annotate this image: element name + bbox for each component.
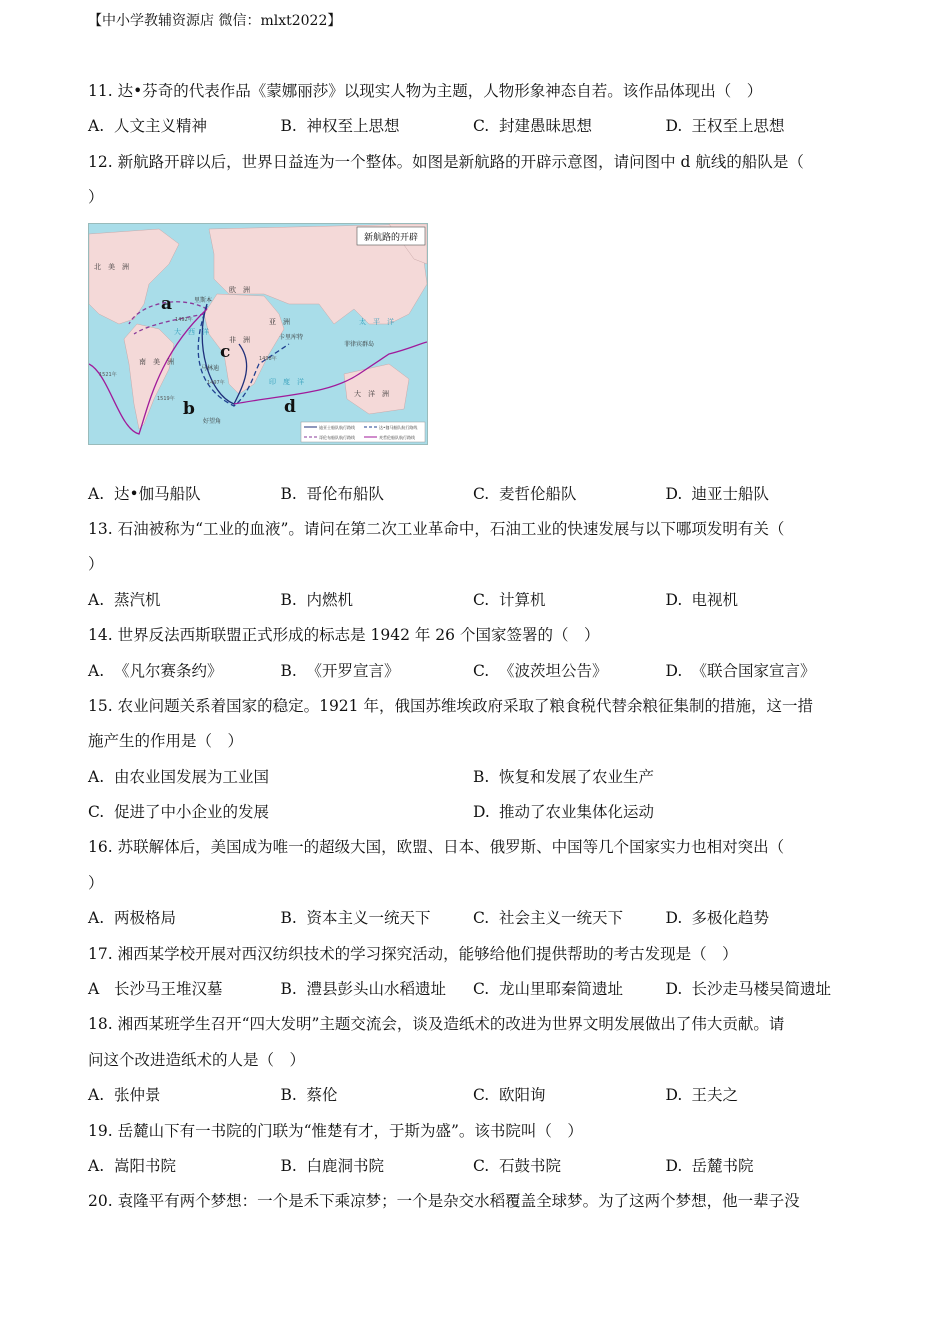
option-text: 计算机	[499, 590, 546, 609]
option-text: 神权至上思想	[306, 117, 400, 136]
option-text: 迪亚士船队	[691, 484, 770, 503]
option-text: 蔡伦	[306, 1086, 338, 1105]
answer-option[interactable]	[666, 1078, 859, 1113]
question	[88, 74, 858, 145]
option-text: 蒸汽机	[114, 590, 161, 609]
option-text: 哥伦布船队	[306, 484, 385, 503]
answer-option[interactable]	[281, 477, 474, 512]
question-stem-line: 问这个改进造纸术的人是（ ）	[88, 1050, 306, 1069]
option-text: 长沙马王堆汉墓	[114, 980, 223, 999]
option-text: 恢复和发展了农业生产	[499, 767, 655, 786]
question-stem-line: 16. 苏联解体后，美国成为唯一的超级大国，欧盟、日本、俄罗斯、中国等几个国家实力也相对突出（	[88, 838, 785, 857]
option-letter: A.	[88, 661, 105, 680]
answer-option[interactable]	[281, 1078, 474, 1113]
answer-option[interactable]	[473, 583, 666, 618]
option-letter: D.	[665, 661, 683, 680]
label-malindi: 马林迪	[201, 364, 220, 372]
option-letter: C.	[473, 1156, 490, 1175]
option-text: 龙山里耶秦简遗址	[499, 980, 624, 999]
option-letter: D.	[665, 1156, 683, 1175]
answer-option[interactable]	[666, 654, 859, 689]
answer-option[interactable]	[666, 972, 859, 1007]
option-letter: A.	[88, 590, 105, 609]
label-indian: 印 度 洋	[269, 377, 304, 386]
option-text: 内燃机	[306, 590, 354, 609]
label-1498: 1498年	[259, 355, 277, 362]
legend-dias: 迪亚士船队航行路线	[319, 424, 355, 430]
legend-columbus: 哥伦布船队航行路线	[319, 434, 355, 440]
option-text: 王权至上思想	[691, 117, 785, 136]
answer-option[interactable]	[473, 1078, 666, 1113]
option-text: 嵩阳书院	[114, 1156, 177, 1175]
label-philippines: 菲律宾群岛	[344, 340, 375, 348]
route-label-b: b	[183, 398, 195, 419]
legend-gama: 达•伽马船队航行路线	[379, 424, 418, 430]
question	[88, 1114, 858, 1185]
option-letter: D.	[665, 590, 683, 609]
option-text: 《开罗宣言》	[306, 661, 400, 680]
option-text: 欧阳询	[499, 1086, 546, 1105]
label-north-america: 北 美 洲	[94, 262, 129, 271]
option-text: 电视机	[691, 590, 739, 609]
option-letter: D.	[665, 980, 683, 999]
options-row	[88, 477, 858, 512]
answer-option[interactable]	[281, 972, 474, 1007]
question	[88, 618, 858, 689]
label-africa: 非 洲	[229, 335, 250, 344]
label-cape: 好望角	[203, 417, 222, 425]
options-row	[88, 1149, 858, 1184]
label-atlantic: 大 西 洋	[174, 327, 209, 336]
option-letter: B.	[280, 484, 297, 503]
label-oceania: 大 洋 洲	[354, 389, 389, 398]
label-south-america: 南 美 洲	[139, 357, 174, 366]
answer-option[interactable]	[88, 1078, 281, 1113]
map-title: 新航路的开辟	[363, 232, 419, 243]
answer-option[interactable]	[88, 583, 281, 618]
option-text: 岳麓书院	[691, 1156, 754, 1175]
option-letter: D.	[665, 1086, 683, 1105]
legend-magellan: 麦哲伦船队航行路线	[379, 434, 415, 440]
answer-option[interactable]	[666, 477, 859, 512]
option-letter: B.	[280, 117, 297, 136]
question	[88, 512, 858, 618]
options-row	[88, 1078, 858, 1113]
question-stem-line: 15. 农业问题关系着国家的稳定。1921 年，俄国苏维埃政府采取了粮食税代替余粮征集制的措施，这一措	[88, 696, 813, 715]
option-text: 张仲景	[114, 1086, 161, 1105]
answer-option[interactable]	[88, 760, 473, 795]
option-text: 麦哲伦船队	[499, 484, 577, 503]
option-text: 两极格局	[114, 909, 177, 928]
option-letter: B.	[280, 661, 297, 680]
option-text: 澧县彭头山水稻遗址	[306, 980, 447, 999]
answer-option[interactable]	[88, 1149, 281, 1184]
option-letter: C.	[473, 590, 490, 609]
answer-option[interactable]	[666, 583, 859, 618]
answer-option[interactable]	[281, 583, 474, 618]
options-row	[88, 972, 858, 1007]
label-europe: 欧 洲	[229, 285, 250, 294]
option-letter: B.	[280, 909, 297, 928]
option-letter: D.	[665, 909, 683, 928]
label-1497: 1497年	[207, 379, 225, 386]
question-stem-line: 13. 石油被称为“工业的血液”。请问在第二次工业革命中，石油工业的快速发展与以下哪项发明有关（	[88, 519, 785, 538]
option-letter: B.	[280, 1156, 297, 1175]
option-letter: D.	[665, 484, 683, 503]
option-text: 达•伽马船队	[114, 484, 201, 503]
option-letter: C.	[473, 980, 490, 999]
label-1521: 1521年	[99, 371, 117, 378]
question-stem-line: 11. 达•芬奇的代表作品《蒙娜丽莎》以现实人物为主题，人物形象神态自若。该作品体现出（ ）	[88, 82, 763, 100]
option-text: 石鼓书院	[499, 1156, 562, 1175]
option-letter: C.	[473, 909, 490, 928]
option-text: 《凡尔赛条约》	[114, 661, 223, 680]
question	[88, 1184, 858, 1219]
label-1492: 1492年	[175, 316, 193, 323]
question	[88, 689, 858, 831]
question-stem-line: ）	[88, 555, 104, 574]
answer-option[interactable]	[473, 972, 666, 1007]
answer-option[interactable]	[473, 1149, 666, 1184]
question-stem-line: 19. 岳麓山下有一书院的门联为“惟楚有才，于斯为盛”。该书院叫（ ）	[88, 1121, 583, 1140]
option-letter: D.	[665, 117, 683, 136]
route-label-c: c	[220, 341, 231, 362]
answer-option[interactable]	[473, 901, 666, 936]
watermark-header: 【中小学教辅资源店 微信：mlxt2022】	[88, 13, 342, 29]
option-letter: A.	[88, 484, 105, 503]
option-letter: C.	[473, 484, 490, 503]
option-letter: A	[88, 980, 100, 999]
answer-option[interactable]	[281, 901, 474, 936]
question-stem-line: 施产生的作用是（ ）	[88, 732, 244, 751]
question-stem-line: 17. 湘西某学校开展对西汉纺织技术的学习探究活动，能够给他们提供帮助的考古发现是（ ）	[88, 944, 738, 963]
option-letter: B.	[280, 980, 297, 999]
question	[88, 145, 858, 512]
question-stem-line: ）	[88, 873, 104, 892]
option-text: 《联合国家宣言》	[691, 661, 816, 680]
answer-option[interactable]	[88, 654, 281, 689]
option-letter: A.	[88, 767, 105, 786]
option-letter: B.	[280, 590, 297, 609]
option-text: 多极化趋势	[691, 909, 770, 928]
label-lisbon: 里斯本	[194, 296, 213, 304]
answer-option[interactable]	[473, 477, 666, 512]
answer-option[interactable]	[88, 901, 281, 936]
option-letter: A.	[88, 909, 105, 928]
options-row	[88, 795, 858, 830]
answer-option[interactable]	[88, 972, 281, 1007]
answer-option[interactable]	[473, 654, 666, 689]
question	[88, 1007, 858, 1113]
answer-option[interactable]	[88, 109, 281, 144]
answer-option[interactable]	[88, 795, 473, 830]
option-letter: D.	[473, 803, 490, 822]
option-text: 由农业国发展为工业国	[114, 767, 270, 786]
option-letter: C.	[473, 117, 490, 136]
question	[88, 937, 858, 1008]
option-text: 社会主义一统天下	[499, 909, 624, 928]
question-stem-line: 12. 新航路开辟以后，世界日益连为一个整体。如图是新航路的开辟示意图，请问图中 d 航线的船队是（	[88, 152, 804, 171]
options-row	[88, 654, 858, 689]
question	[88, 830, 858, 936]
question-stem-line: ）	[88, 188, 104, 207]
option-letter: B.	[473, 767, 490, 786]
option-letter: B.	[280, 1086, 297, 1105]
option-text: 长沙走马楼吴简遗址	[691, 980, 832, 999]
option-letter: C.	[473, 1086, 490, 1105]
option-text: 促进了中小企业的发展	[114, 803, 270, 822]
option-letter: A.	[88, 117, 105, 136]
option-text: 人文主义精神	[114, 117, 208, 136]
label-asia: 亚 洲	[269, 317, 290, 326]
option-text: 《波茨坦公告》	[499, 661, 608, 680]
answer-option[interactable]	[473, 795, 858, 830]
answer-option[interactable]	[473, 760, 858, 795]
answer-option[interactable]	[281, 654, 474, 689]
question-stem-line: 18. 湘西某班学生召开“四大发明”主题交流会，谈及造纸术的改进为世界文明发展做出了伟大贡献。请	[88, 1015, 785, 1034]
options-row	[88, 109, 858, 144]
label-calicut: 卡里库特	[279, 333, 304, 341]
label-1519: 1519年	[157, 395, 175, 402]
option-letter: C.	[88, 803, 105, 822]
route-label-a: a	[161, 293, 173, 314]
option-letter: A.	[88, 1156, 105, 1175]
answer-option[interactable]	[473, 109, 666, 144]
label-pacific: 太 平 洋	[359, 317, 394, 326]
question-stem-line: 14. 世界反法西斯联盟正式形成的标志是 1942 年 26 个国家签署的（ ）	[88, 626, 600, 645]
route-label-d: d	[284, 396, 296, 417]
answer-option[interactable]	[281, 1149, 474, 1184]
answer-option[interactable]	[666, 901, 859, 936]
answer-option[interactable]	[666, 109, 859, 144]
answer-option[interactable]	[88, 477, 281, 512]
options-row	[88, 583, 858, 618]
answer-option[interactable]	[281, 109, 474, 144]
options-row	[88, 760, 858, 795]
option-text: 王夫之	[691, 1086, 739, 1105]
option-text: 资本主义一统天下	[306, 909, 431, 928]
option-text: 推动了农业集体化运动	[499, 803, 655, 822]
new-sea-routes-map	[88, 223, 428, 445]
option-letter: A.	[88, 1086, 105, 1105]
question-stem-line: 20. 袁隆平有两个梦想：一个是禾下乘凉梦；一个是杂交水稻覆盖全球梦。为了这两个梦想，他一辈子没	[88, 1192, 800, 1211]
question-list	[88, 74, 858, 1220]
answer-option[interactable]	[666, 1149, 859, 1184]
option-text: 封建愚昧思想	[499, 117, 593, 136]
options-row	[88, 901, 858, 936]
option-text: 白鹿洞书院	[306, 1156, 385, 1175]
option-letter: C.	[473, 661, 490, 680]
